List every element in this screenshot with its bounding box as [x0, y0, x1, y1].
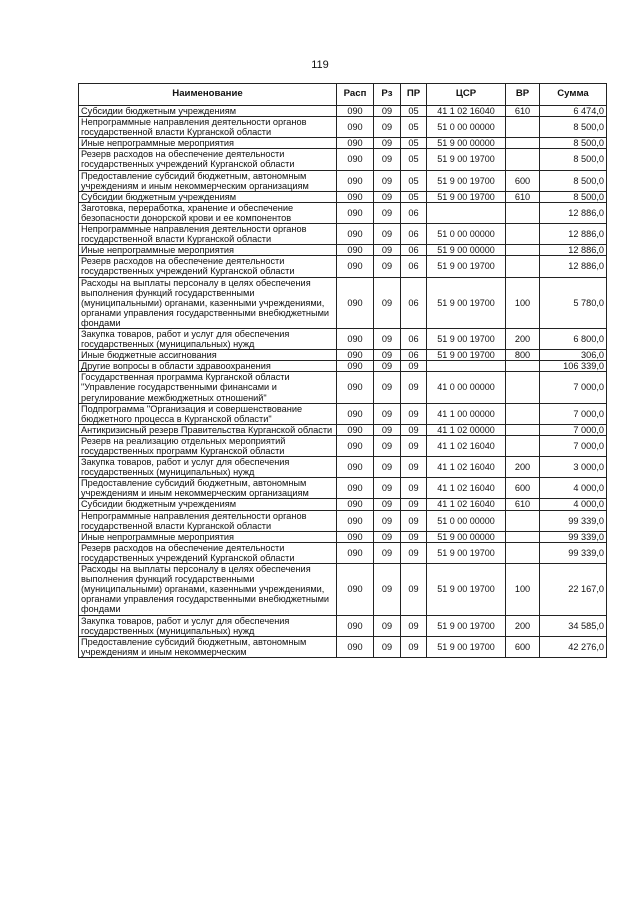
cell-pr: 09	[401, 361, 427, 372]
cell-csr: 51 9 00 00000	[427, 245, 506, 256]
cell-csr: 51 9 00 19700	[427, 191, 506, 202]
cell-rasp: 090	[337, 510, 374, 531]
cell-name: Закупка товаров, работ и услуг для обеспечения государственных (муниципальных) нужд	[79, 457, 337, 478]
cell-rz: 09	[374, 457, 401, 478]
cell-rasp: 090	[337, 361, 374, 372]
cell-sum: 8 500,0	[540, 191, 607, 202]
cell-vr	[506, 256, 540, 277]
cell-pr: 05	[401, 117, 427, 138]
cell-csr: 51 0 00 00000	[427, 224, 506, 245]
cell-rz: 09	[374, 510, 401, 531]
cell-vr: 200	[506, 457, 540, 478]
cell-vr: 100	[506, 564, 540, 615]
cell-rasp: 090	[337, 457, 374, 478]
cell-rz: 09	[374, 245, 401, 256]
cell-pr: 09	[401, 542, 427, 563]
cell-rz: 09	[374, 328, 401, 349]
cell-name: Расходы на выплаты персоналу в целях обеспечения выполнения функций государственными (муниципальными) органами, казенными учреждениями, органами управления государственными внебюджетными фондами	[79, 277, 337, 328]
cell-sum: 6 800,0	[540, 328, 607, 349]
cell-rasp: 090	[337, 224, 374, 245]
cell-rasp: 090	[337, 149, 374, 170]
table-row	[79, 170, 607, 191]
cell-sum: 12 886,0	[540, 245, 607, 256]
cell-csr: 51 9 00 19700	[427, 277, 506, 328]
cell-rz: 09	[374, 202, 401, 223]
cell-pr: 05	[401, 106, 427, 117]
cell-rz: 09	[374, 149, 401, 170]
cell-csr	[427, 202, 506, 223]
cell-vr	[506, 138, 540, 149]
cell-sum: 8 500,0	[540, 117, 607, 138]
cell-rz: 09	[374, 277, 401, 328]
cell-csr: 41 1 02 16040	[427, 106, 506, 117]
header-csr: ЦСР	[427, 84, 506, 106]
table-row	[79, 636, 607, 657]
cell-sum: 22 167,0	[540, 564, 607, 615]
table-row	[79, 499, 607, 510]
cell-name: Субсидии бюджетным учреждениям	[79, 106, 337, 117]
cell-name: Предоставление субсидий бюджетным, автономным учреждениям и иным некоммерческим организациям	[79, 170, 337, 191]
cell-csr: 51 9 00 19700	[427, 256, 506, 277]
cell-pr: 09	[401, 424, 427, 435]
cell-csr: 41 1 02 16040	[427, 457, 506, 478]
cell-csr: 41 1 02 16040	[427, 435, 506, 456]
header-vr: ВР	[506, 84, 540, 106]
cell-rasp: 090	[337, 202, 374, 223]
cell-rasp: 090	[337, 435, 374, 456]
cell-rasp: 090	[337, 106, 374, 117]
cell-vr	[506, 435, 540, 456]
cell-rz: 09	[374, 117, 401, 138]
cell-vr	[506, 117, 540, 138]
cell-name: Резерв расходов на обеспечение деятельности государственных учреждений Курганской области	[79, 542, 337, 563]
cell-csr: 41 1 02 00000	[427, 424, 506, 435]
cell-sum: 7 000,0	[540, 372, 607, 403]
cell-name: Иные непрограммные мероприятия	[79, 245, 337, 256]
cell-sum: 106 339,0	[540, 361, 607, 372]
cell-name: Антикризисный резерв Правительства Курганской области	[79, 424, 337, 435]
cell-pr: 09	[401, 372, 427, 403]
cell-rz: 09	[374, 564, 401, 615]
cell-sum: 8 500,0	[540, 170, 607, 191]
cell-pr: 06	[401, 224, 427, 245]
cell-pr: 09	[401, 499, 427, 510]
cell-rasp: 090	[337, 542, 374, 563]
cell-rz: 09	[374, 499, 401, 510]
table-row	[79, 424, 607, 435]
cell-csr: 51 9 00 19700	[427, 149, 506, 170]
table-row	[79, 457, 607, 478]
cell-sum: 12 886,0	[540, 202, 607, 223]
table-row	[79, 478, 607, 499]
cell-rz: 09	[374, 138, 401, 149]
cell-name: Государственная программа Курганской области "Управление государственными финансами и регулирование межбюджетных отношений"	[79, 372, 337, 403]
cell-vr: 200	[506, 328, 540, 349]
cell-vr	[506, 531, 540, 542]
cell-pr: 09	[401, 403, 427, 424]
cell-vr: 100	[506, 277, 540, 328]
cell-name: Предоставление субсидий бюджетным, автономным учреждениям и иным некоммерческим организациям	[79, 478, 337, 499]
cell-vr	[506, 403, 540, 424]
cell-vr	[506, 424, 540, 435]
header-sum: Сумма	[540, 84, 607, 106]
table-row	[79, 615, 607, 636]
table-row	[79, 117, 607, 138]
cell-name: Непрограммные направления деятельности органов государственной власти Курганской области	[79, 117, 337, 138]
cell-vr: 610	[506, 499, 540, 510]
cell-rasp: 090	[337, 615, 374, 636]
cell-name: Расходы на выплаты персоналу в целях обеспечения выполнения функций государственными (муниципальными) органами, казенными учреждениями, органами управления государственными внебюджетными фондами	[79, 564, 337, 615]
cell-csr: 51 9 00 19700	[427, 564, 506, 615]
cell-name: Иные непрограммные мероприятия	[79, 138, 337, 149]
cell-pr: 09	[401, 478, 427, 499]
cell-name: Резерв расходов на обеспечение деятельности государственных учреждений Курганской области	[79, 256, 337, 277]
cell-rz: 09	[374, 636, 401, 657]
table-row	[79, 531, 607, 542]
cell-csr: 51 9 00 19700	[427, 350, 506, 361]
cell-name: Подпрограмма "Организация и совершенствование бюджетного процесса в Курганской области"	[79, 403, 337, 424]
cell-pr: 09	[401, 435, 427, 456]
table-row	[79, 403, 607, 424]
cell-pr: 09	[401, 615, 427, 636]
cell-sum: 99 339,0	[540, 510, 607, 531]
cell-csr: 41 1 02 16040	[427, 478, 506, 499]
cell-name: Предоставление субсидий бюджетным, автономным учреждениям и иным некоммерческим	[79, 636, 337, 657]
table-row	[79, 277, 607, 328]
cell-name: Субсидии бюджетным учреждениям	[79, 191, 337, 202]
cell-rasp: 090	[337, 170, 374, 191]
cell-sum: 6 474,0	[540, 106, 607, 117]
cell-csr: 51 0 00 00000	[427, 117, 506, 138]
cell-vr	[506, 224, 540, 245]
cell-rz: 09	[374, 372, 401, 403]
cell-pr: 06	[401, 245, 427, 256]
cell-rz: 09	[374, 424, 401, 435]
cell-rasp: 090	[337, 256, 374, 277]
cell-pr: 06	[401, 328, 427, 349]
cell-csr: 51 9 00 19700	[427, 542, 506, 563]
cell-rz: 09	[374, 542, 401, 563]
cell-csr: 51 9 00 19700	[427, 615, 506, 636]
cell-sum: 99 339,0	[540, 531, 607, 542]
cell-rz: 09	[374, 350, 401, 361]
page-number: 119	[311, 59, 329, 71]
table-row	[79, 191, 607, 202]
cell-sum: 7 000,0	[540, 403, 607, 424]
cell-sum: 3 000,0	[540, 457, 607, 478]
cell-pr: 06	[401, 256, 427, 277]
cell-vr: 610	[506, 106, 540, 117]
cell-rz: 09	[374, 403, 401, 424]
cell-pr: 06	[401, 202, 427, 223]
header-rasp: Расп	[337, 84, 374, 106]
table-body	[79, 106, 607, 658]
cell-rz: 09	[374, 478, 401, 499]
cell-rasp: 090	[337, 277, 374, 328]
table-row	[79, 435, 607, 456]
cell-rasp: 090	[337, 424, 374, 435]
cell-sum: 99 339,0	[540, 542, 607, 563]
cell-vr	[506, 361, 540, 372]
cell-name: Резерв расходов на обеспечение деятельности государственных учреждений Курганской области	[79, 149, 337, 170]
table-row	[79, 328, 607, 349]
cell-rz: 09	[374, 106, 401, 117]
cell-name: Непрограммные направления деятельности органов государственной власти Курганской области	[79, 510, 337, 531]
cell-vr: 200	[506, 615, 540, 636]
cell-pr: 09	[401, 636, 427, 657]
cell-csr: 51 0 00 00000	[427, 510, 506, 531]
cell-sum: 34 585,0	[540, 615, 607, 636]
cell-rasp: 090	[337, 372, 374, 403]
cell-rasp: 090	[337, 478, 374, 499]
cell-name: Заготовка, переработка, хранение и обеспечение безопасности донорской крови и ее компонентов	[79, 202, 337, 223]
header-rz: Рз	[374, 84, 401, 106]
cell-pr: 05	[401, 170, 427, 191]
cell-pr: 09	[401, 564, 427, 615]
cell-pr: 09	[401, 531, 427, 542]
cell-name: Непрограммные направления деятельности органов государственной власти Курганской области	[79, 224, 337, 245]
cell-vr	[506, 202, 540, 223]
cell-rz: 09	[374, 615, 401, 636]
cell-rasp: 090	[337, 138, 374, 149]
table-header-row	[79, 84, 607, 106]
table-row	[79, 510, 607, 531]
cell-vr	[506, 510, 540, 531]
cell-name: Резерв на реализацию отдельных мероприятий государственных программ Курганской области	[79, 435, 337, 456]
cell-csr: 51 9 00 00000	[427, 531, 506, 542]
cell-name: Иные непрограммные мероприятия	[79, 531, 337, 542]
table-row	[79, 564, 607, 615]
cell-name: Другие вопросы в области здравоохранения	[79, 361, 337, 372]
cell-sum: 4 000,0	[540, 478, 607, 499]
cell-vr	[506, 542, 540, 563]
cell-csr: 41 1 00 00000	[427, 403, 506, 424]
table-row	[79, 202, 607, 223]
cell-pr: 09	[401, 457, 427, 478]
cell-sum: 5 780,0	[540, 277, 607, 328]
cell-csr: 51 9 00 19700	[427, 170, 506, 191]
cell-sum: 8 500,0	[540, 149, 607, 170]
table-row	[79, 224, 607, 245]
cell-csr: 41 1 02 16040	[427, 499, 506, 510]
table-row	[79, 256, 607, 277]
cell-csr: 41 0 00 00000	[427, 372, 506, 403]
cell-pr: 05	[401, 191, 427, 202]
cell-sum: 306,0	[540, 350, 607, 361]
cell-rasp: 090	[337, 564, 374, 615]
cell-sum: 8 500,0	[540, 138, 607, 149]
cell-rz: 09	[374, 435, 401, 456]
cell-pr: 06	[401, 277, 427, 328]
cell-rz: 09	[374, 256, 401, 277]
cell-rasp: 090	[337, 245, 374, 256]
table-row	[79, 542, 607, 563]
budget-table	[78, 83, 607, 658]
table-row	[79, 372, 607, 403]
cell-rasp: 090	[337, 531, 374, 542]
cell-sum: 12 886,0	[540, 224, 607, 245]
cell-pr: 09	[401, 510, 427, 531]
cell-name: Закупка товаров, работ и услуг для обеспечения государственных (муниципальных) нужд	[79, 328, 337, 349]
cell-name: Закупка товаров, работ и услуг для обеспечения государственных (муниципальных) нужд	[79, 615, 337, 636]
cell-rz: 09	[374, 224, 401, 245]
table-row	[79, 350, 607, 361]
cell-rasp: 090	[337, 191, 374, 202]
cell-csr	[427, 361, 506, 372]
cell-name: Субсидии бюджетным учреждениям	[79, 499, 337, 510]
cell-rz: 09	[374, 191, 401, 202]
cell-vr: 610	[506, 191, 540, 202]
cell-rasp: 090	[337, 636, 374, 657]
cell-vr: 600	[506, 636, 540, 657]
cell-vr: 800	[506, 350, 540, 361]
table-row	[79, 138, 607, 149]
cell-rasp: 090	[337, 403, 374, 424]
table-row	[79, 106, 607, 117]
header-pr: ПР	[401, 84, 427, 106]
cell-pr: 05	[401, 149, 427, 170]
table-row	[79, 149, 607, 170]
cell-pr: 05	[401, 138, 427, 149]
cell-vr	[506, 372, 540, 403]
cell-rasp: 090	[337, 499, 374, 510]
cell-csr: 51 9 00 19700	[427, 328, 506, 349]
cell-name: Иные бюджетные ассигнования	[79, 350, 337, 361]
cell-sum: 42 276,0	[540, 636, 607, 657]
cell-pr: 06	[401, 350, 427, 361]
cell-vr: 600	[506, 170, 540, 191]
header-name: Наименование	[79, 84, 337, 106]
cell-sum: 7 000,0	[540, 424, 607, 435]
cell-rz: 09	[374, 170, 401, 191]
cell-rz: 09	[374, 361, 401, 372]
cell-rasp: 090	[337, 117, 374, 138]
cell-csr: 51 9 00 19700	[427, 636, 506, 657]
cell-rasp: 090	[337, 328, 374, 349]
table-row	[79, 361, 607, 372]
cell-rasp: 090	[337, 350, 374, 361]
cell-csr: 51 9 00 00000	[427, 138, 506, 149]
cell-vr	[506, 149, 540, 170]
table-row	[79, 245, 607, 256]
cell-sum: 4 000,0	[540, 499, 607, 510]
cell-rz: 09	[374, 531, 401, 542]
cell-sum: 7 000,0	[540, 435, 607, 456]
cell-sum: 12 886,0	[540, 256, 607, 277]
cell-vr: 600	[506, 478, 540, 499]
cell-vr	[506, 245, 540, 256]
